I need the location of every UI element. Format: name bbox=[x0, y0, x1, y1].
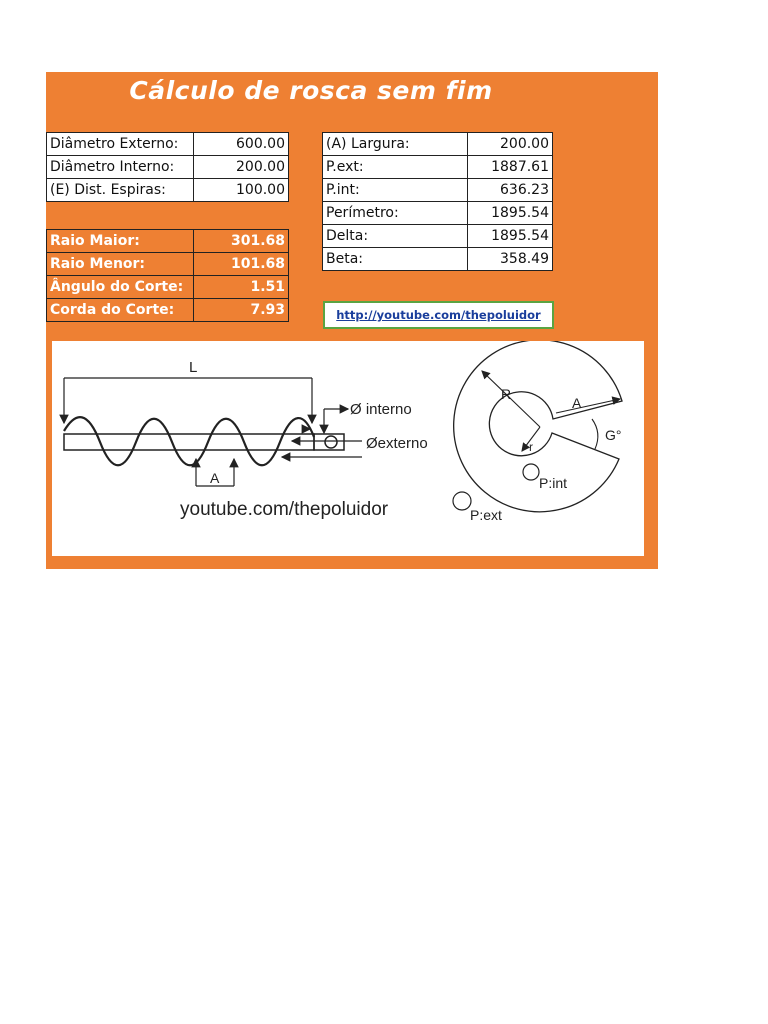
table-row bbox=[323, 133, 553, 156]
side-results-table bbox=[322, 132, 553, 271]
main-results-table bbox=[46, 229, 289, 322]
table-row bbox=[47, 156, 289, 179]
youtube-link[interactable]: http://youtube.com/thepoluidor bbox=[323, 301, 554, 329]
result-label-raio-menor: Raio Menor: bbox=[47, 253, 194, 276]
table-row bbox=[47, 299, 289, 322]
result-value-angulo-corte[interactable]: 1.51 bbox=[194, 276, 289, 299]
side-label-pint: P.int: bbox=[323, 179, 468, 202]
result-label-angulo-corte: Ângulo do Corte: bbox=[47, 276, 194, 299]
label-R: R bbox=[501, 386, 512, 402]
input-value-diametro-interno[interactable]: 200.00 bbox=[194, 156, 289, 179]
result-label-raio-maior: Raio Maior: bbox=[47, 230, 194, 253]
pext-marker bbox=[453, 492, 471, 510]
length-dimension bbox=[64, 359, 312, 423]
table-row bbox=[47, 133, 289, 156]
screw-diagram bbox=[52, 341, 644, 556]
side-value-pext[interactable]: 1887.61 bbox=[468, 156, 553, 179]
label-r: r bbox=[529, 440, 533, 454]
pint-marker bbox=[523, 464, 539, 480]
label-G: G° bbox=[605, 427, 622, 443]
result-value-raio-maior[interactable]: 301.68 bbox=[194, 230, 289, 253]
table-row bbox=[323, 202, 553, 225]
table-row bbox=[47, 276, 289, 299]
table-row bbox=[323, 179, 553, 202]
result-label-corda-corte: Corda do Corte: bbox=[47, 299, 194, 322]
table-row bbox=[47, 230, 289, 253]
side-label-delta: Delta: bbox=[323, 225, 468, 248]
input-label-diametro-externo: Diâmetro Externo: bbox=[47, 133, 194, 156]
side-value-largura[interactable]: 200.00 bbox=[468, 133, 553, 156]
side-label-perimetro: Perímetro: bbox=[323, 202, 468, 225]
label-A-right: A bbox=[572, 395, 582, 411]
side-value-pint[interactable]: 636.23 bbox=[468, 179, 553, 202]
table-row bbox=[47, 253, 289, 276]
label-L: L bbox=[189, 359, 198, 376]
side-label-beta: Beta: bbox=[323, 248, 468, 271]
side-label-pext: P.ext: bbox=[323, 156, 468, 179]
side-value-beta[interactable]: 358.49 bbox=[468, 248, 553, 271]
table-row bbox=[323, 225, 553, 248]
side-label-largura: (A) Largura: bbox=[323, 133, 468, 156]
inputs-table bbox=[46, 132, 289, 202]
label-interno: Ø interno bbox=[350, 401, 412, 418]
label-A-left: A bbox=[210, 470, 220, 486]
label-pint: P:int bbox=[539, 475, 568, 491]
disc-drawing bbox=[453, 341, 622, 523]
spreadsheet-area bbox=[46, 72, 658, 569]
input-value-dist-espiras[interactable]: 100.00 bbox=[194, 179, 289, 202]
label-pext: P:ext bbox=[470, 507, 502, 523]
table-row bbox=[323, 248, 553, 271]
result-value-raio-menor[interactable]: 101.68 bbox=[194, 253, 289, 276]
diameter-arrows bbox=[282, 401, 428, 457]
result-value-corda-corte[interactable]: 7.93 bbox=[194, 299, 289, 322]
side-value-perimetro[interactable]: 1895.54 bbox=[468, 202, 553, 225]
side-value-delta[interactable]: 1895.54 bbox=[468, 225, 553, 248]
label-externo: Øexterno bbox=[366, 435, 428, 452]
table-row bbox=[323, 156, 553, 179]
input-value-diametro-externo[interactable]: 600.00 bbox=[194, 133, 289, 156]
table-row bbox=[47, 179, 289, 202]
input-label-dist-espiras: (E) Dist. Espiras: bbox=[47, 179, 194, 202]
page-title: Cálculo de rosca sem fim bbox=[129, 76, 493, 105]
input-label-diametro-interno: Diâmetro Interno: bbox=[47, 156, 194, 179]
diagram-caption: youtube.com/thepoluidor bbox=[180, 499, 389, 520]
pitch-dimension bbox=[196, 459, 234, 486]
